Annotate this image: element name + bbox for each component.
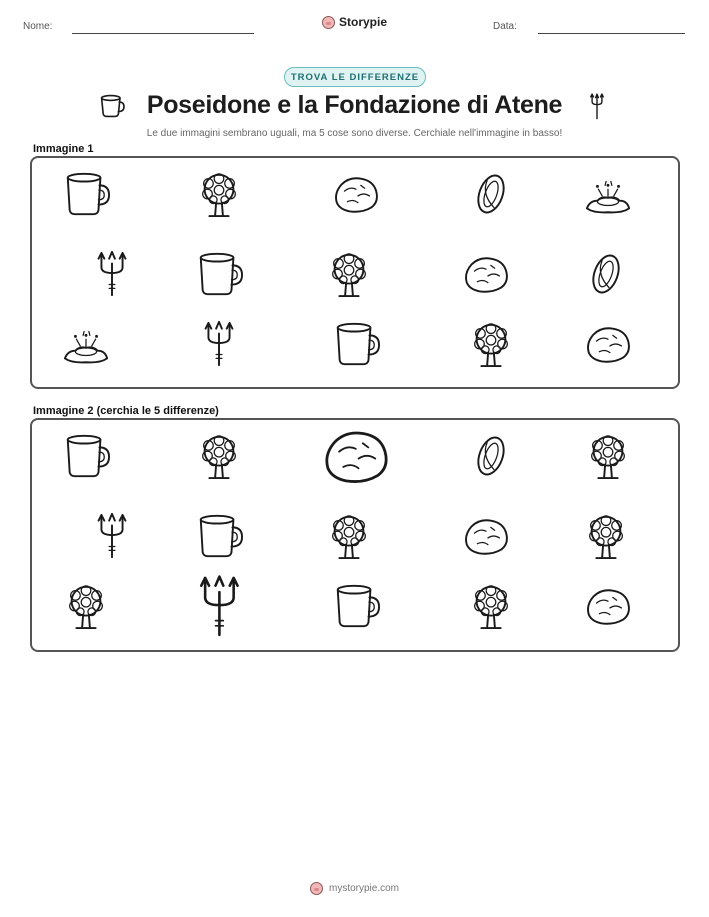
image1-rock-icon xyxy=(584,320,632,368)
image2-olive-icon[interactable] xyxy=(467,432,515,480)
image1-cup-icon xyxy=(332,320,380,368)
image2-label: Immagine 2 (cerchia le 5 differenze) xyxy=(33,405,219,417)
image1-cup-icon xyxy=(195,250,243,298)
image2-trident-icon[interactable] xyxy=(187,574,252,639)
image2-trident-icon[interactable] xyxy=(88,512,136,560)
page-title: Poseidone e la Fondazione di Atene xyxy=(146,91,563,119)
pig-logo-icon xyxy=(310,882,323,895)
name-label: Nome: xyxy=(23,21,53,32)
image2-olive-tree-icon[interactable] xyxy=(62,582,110,630)
image1-trident-icon xyxy=(88,250,136,298)
image1-olive-tree-icon xyxy=(325,250,373,298)
image2-olive-tree-icon[interactable] xyxy=(325,512,373,560)
image2-panel[interactable] xyxy=(30,418,680,652)
brand-name: Storypie xyxy=(339,15,388,29)
image1-olive-tree-icon xyxy=(195,170,243,218)
image1-rock-icon xyxy=(332,170,380,218)
name-field[interactable] xyxy=(72,33,254,34)
footer-url[interactable]: mystorypie.com xyxy=(328,883,399,894)
image1-olive-tree-icon xyxy=(467,320,515,368)
image1-rock-icon xyxy=(462,250,510,298)
brand-logo xyxy=(322,15,387,29)
instructions: Le due immagini sembrano uguali, ma 5 cose sono diverse. Cerchiale nell'immagine in basso! xyxy=(146,128,563,139)
image2-cup-icon[interactable] xyxy=(62,432,110,480)
image1-olive-icon xyxy=(467,170,515,218)
title-trident-icon xyxy=(589,92,605,120)
image2-rock-icon[interactable] xyxy=(584,582,632,630)
image2-olive-tree-icon[interactable] xyxy=(584,432,632,480)
image2-olive-tree-icon[interactable] xyxy=(467,582,515,630)
activity-badge: TROVA LE DIFFERENZE xyxy=(284,67,426,87)
image1-panel xyxy=(30,156,680,389)
image2-rock-icon[interactable] xyxy=(462,512,510,560)
image2-rock-icon[interactable] xyxy=(321,421,391,491)
image1-olive-icon xyxy=(582,250,630,298)
image2-olive-tree-icon[interactable] xyxy=(195,432,243,480)
image1-water-spring-icon xyxy=(584,170,632,218)
date-label: Data: xyxy=(493,21,517,32)
pig-logo-icon xyxy=(322,16,335,29)
date-field[interactable] xyxy=(538,33,685,34)
image2-cup-icon[interactable] xyxy=(195,512,243,560)
image1-label: Immagine 1 xyxy=(33,143,94,155)
image2-olive-tree-icon[interactable] xyxy=(582,512,630,560)
footer xyxy=(0,882,709,895)
image1-trident-icon xyxy=(195,320,243,368)
image1-cup-icon xyxy=(62,170,110,218)
image1-water-spring-icon xyxy=(62,320,110,368)
image2-cup-icon[interactable] xyxy=(332,582,380,630)
